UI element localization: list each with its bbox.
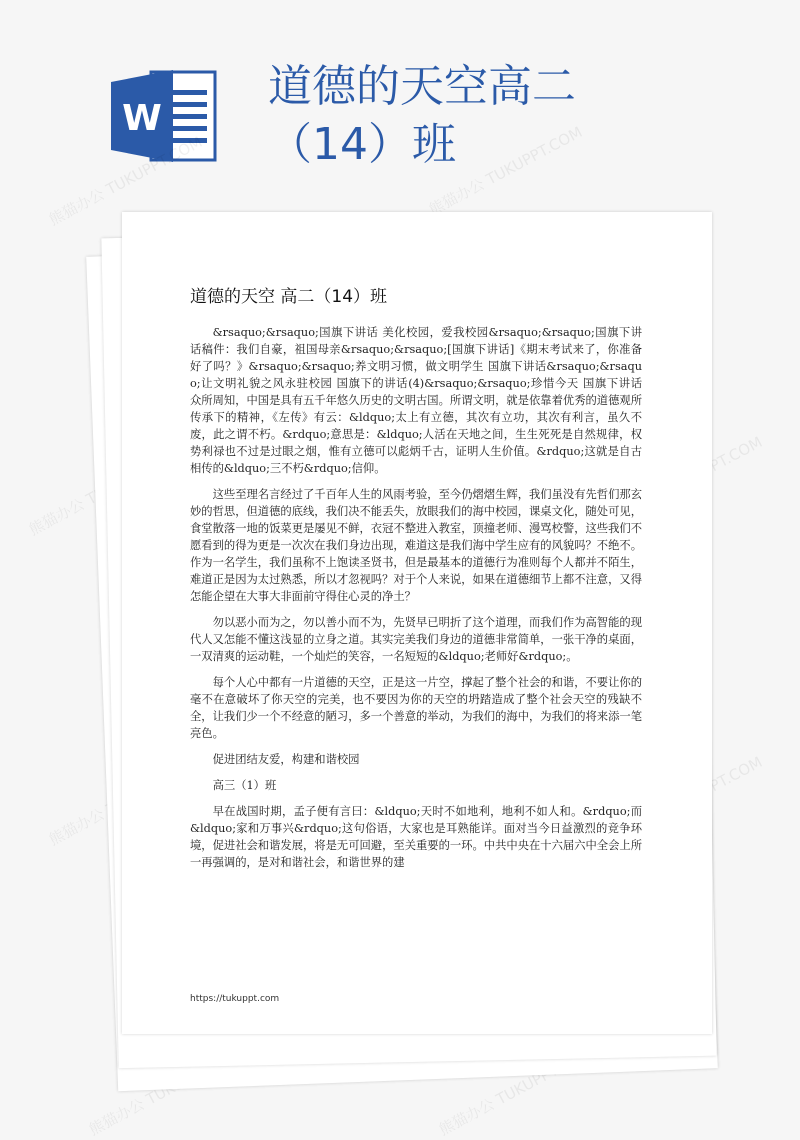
svg-text:W: W	[122, 98, 162, 139]
paragraph: 勿以恶小而为之，勿以善小而不为，先贤早已明折了这个道理，而我们作为高智能的现代人又怎能不懂这浅显的立身之道。其实完美我们身边的道德非常简单，一张干净的桌面，一双清爽的运动鞋，一个灿烂的笑容，一名短短的&ldquo;老师好&rdquo;。	[190, 616, 642, 663]
paragraph: 促进团结友爱，构建和谐校园	[212, 753, 360, 766]
footer-url: https://tukuppt.com	[190, 994, 280, 1004]
watermark: TUKUPPT.COM	[663, 752, 766, 819]
watermark: TUKUPPT.COM	[663, 432, 766, 499]
watermark: 熊猫办公	[46, 804, 108, 849]
document-title: 道德的天空高二（14）班	[268, 61, 576, 170]
paragraph: 这些至理名言经过了千百年人生的风雨考验，至今仍熠熠生辉，我们虽没有先哲们那玄妙的哲思，但道德的底线，我们决不能丢失，放眼我们的海中校园，课桌文化，随处可见，食堂散落一地的饭菜更是屡见不鲜，衣冠不整进入教室，顶撞老师、漫骂校警，这些我们不愿看到的得为更是一次次在我们身边出现，难道这是我们海中学生应有的风貌吗？不绝不。作为一名学生，我们虽称不上饱读圣贤书，但是最基本的道德行为准则每个人都并不陌生，难道正是因为太过熟悉，所以才忽视吗？对于个人来说，如果在道德细节上都不注意，又得怎能企望在大事大非面前守得住心灵的净土？	[190, 488, 642, 603]
document-page	[122, 212, 712, 1034]
document-body	[190, 324, 665, 880]
word-document-icon	[111, 68, 219, 164]
paragraph: &rsaquo;&rsaquo;国旗下讲话 美化校园，爱我校园&rsaquo;&rsaquo;国旗下讲话稿件：我们自豪，祖国母亲&rsaquo;&rsaquo;[国旗下讲话]《期末考试来了，你准备好了吗？》&rsaquo;&rsaquo;养文明习惯，做文明学生 国旗下讲话&rsaquo;&rsaquo;让文明礼貌之风永驻校园 国旗下的讲话(4)&rsaquo;&rsaquo;珍惜今天 国旗下讲话 众所周知，中国是具有五千年悠久历史的文明古国。所谓文明，就是依靠着优秀的道德观所传承下的精神，《左传》有云：&ldquo;太上有立德，其次有立功，其次有利言，虽久不废，此之谓不朽。&rdquo;意思是：&ldquo;人活在天地之间，生生死死是自然规律，权势利禄也不过是过眼之烟，惟有立德可以彪炳千古，证明人生价值。&rdquo;这就是自古相传的&ldquo;三不朽&rdquo;信仰。	[190, 326, 665, 475]
paragraph: 每个人心中都有一片道德的天空，正是这一片空，撑起了整个社会的和谐，不要让你的毫不在意破坏了你天空的完美，也不要因为你的天空的坍踏造成了整个社会天空的残缺不全，让我们少一个不经意的陋习，多一个善意的举动，为我们的海中，为我们的将来添一笔亮色。	[190, 676, 642, 740]
watermark: 熊猫办公 TUKUPPT.COM	[426, 122, 586, 219]
paragraph: 早在战国时期，孟子便有言曰：&ldquo;天时不如地利，地利不如人和。&rdquo;而&ldquo;家和万事兴&rdquo;这句俗语，大家也是耳熟能详。面对当今日益激烈的竞争环境，促进社会和谐发展，将是无可回避，至关重要的一环。中共中央在十六届六中全会上所一再强调的，是对和谐社会，和谐世界的建	[190, 805, 642, 869]
watermark: 熊猫办公 TUKUPPT.COM	[46, 132, 206, 229]
watermark: 熊猫办公 TUKUPPT.COM	[436, 1042, 596, 1139]
watermark: 熊猫办公	[26, 494, 88, 539]
paragraph: 高三（1）班	[212, 779, 277, 792]
page-heading: 道德的天空 高二（14）班	[190, 287, 388, 307]
watermark: 熊猫办公 TUKUPPT.COM	[86, 1042, 246, 1139]
